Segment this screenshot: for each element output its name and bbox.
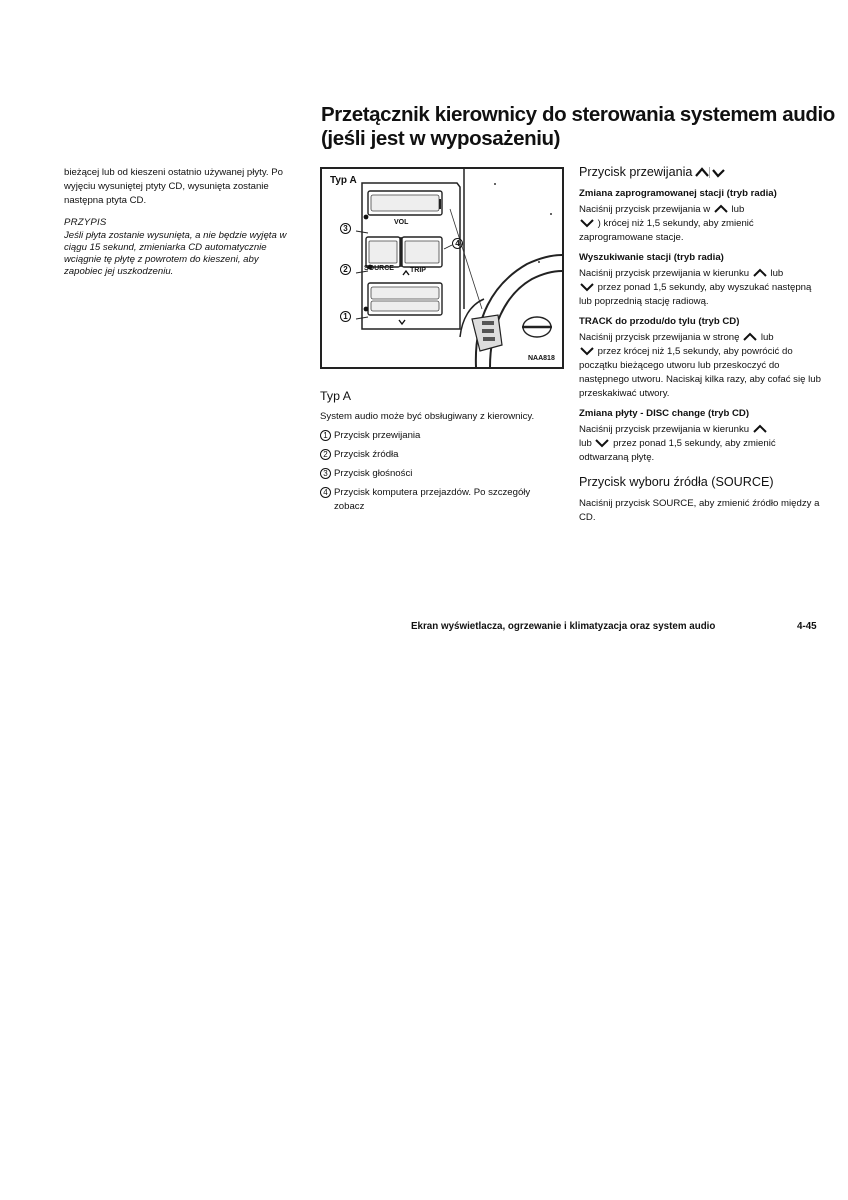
down-arrow-icon — [579, 345, 595, 356]
item-text: Przycisk przewijania — [334, 430, 421, 441]
scroll-button-heading — [579, 163, 824, 181]
section-track-title: TRACK do przodu/do tylu (tryb CD) — [579, 316, 740, 327]
page-title — [321, 103, 835, 151]
section-source-text: Naciśnij przycisk SOURCE, aby zmienić źródło między a CD. — [579, 498, 820, 523]
item-text: Przycisk źródła — [334, 449, 399, 460]
figure-callout-3: 3 — [340, 222, 351, 234]
down-arrow-icon — [579, 217, 595, 228]
item-number: 1 — [320, 430, 331, 441]
section-disc-title: Zmiana płyty - DISC change (tryb CD) — [579, 408, 750, 419]
figure-callout-2: 2 — [340, 263, 351, 275]
title-line-1: Przetącznik kierownicy do sterowania systemem audio — [321, 103, 835, 126]
figure-source-label: SOURCE — [364, 265, 394, 272]
up-arrow-icon — [752, 423, 768, 434]
figure-label: Typ A — [330, 175, 357, 186]
list-item — [320, 429, 560, 443]
item-text: Przycisk komputera przejazdów. Po szczegóły zobacz — [334, 487, 531, 512]
section-disc-text: Naciśnij przycisk przewijania w kierunku lub przez ponad 1,5 sekundy, aby zmienić odtwarzaną płytę. — [579, 424, 776, 463]
list-item — [320, 486, 560, 514]
figure-vol-label: VOL — [394, 219, 409, 226]
page-number: 4-45 — [797, 621, 817, 632]
down-arrow-icon — [594, 437, 610, 448]
section-seek-text: Naciśnij przycisk przewijania w kierunku lub przez ponad 1,5 sekundy, aby wyszukać następną lub poprzednią stację radiową. — [579, 268, 812, 307]
down-arrow-icon — [579, 281, 595, 292]
figure-trip-label: TRIP — [410, 267, 426, 274]
note-label: PRZYPIS — [64, 217, 107, 228]
list-item — [320, 448, 560, 462]
steering-switch-drawing — [322, 169, 562, 367]
item-number: 4 — [320, 487, 331, 498]
up-down-arrows-icon — [694, 165, 726, 179]
figure-code: NAA818 — [528, 355, 555, 362]
up-arrow-icon — [752, 267, 768, 278]
section-preset-title: Zmiana zaprogramowanej stacji (tryb radia) — [579, 188, 777, 199]
section-seek-title: Wyszukiwanie stacji (tryb radia) — [579, 252, 724, 263]
type-a-heading: Typ A — [320, 389, 351, 403]
right-column — [579, 163, 824, 525]
left-column — [64, 166, 296, 278]
list-item — [320, 467, 560, 481]
steering-switch-figure — [320, 167, 564, 369]
middle-column — [320, 388, 560, 514]
item-number: 2 — [320, 449, 331, 460]
note-text: Jeśli płyta zostanie wysunięta, a nie będzie wyjęta w ciągu 15 sekund, zmieniarka CD automatycznie wciągnie tę płytę z powrotem do kieszeni, aby zapobiec jej uszkodzeniu. — [64, 230, 287, 277]
figure-callout-4: 4 — [452, 237, 463, 249]
type-a-intro: System audio może być obsługiwany z kierownicy. — [320, 411, 535, 422]
scroll-heading-text: Przycisk przewijania — [579, 165, 693, 179]
section-preset-text: Naciśnij przycisk przewijania w lub ) krócej niż 1,5 sekundy, aby zmienić zaprogramowane stacje. — [579, 204, 754, 243]
title-line-2: (jeśli jest w wyposażeniu) — [321, 127, 561, 150]
section-track-text: Naciśnij przycisk przewijania w stronę lub przez krócej niż 1,5 sekundy, aby powrócić do początku bieżącego utworu lub przeskoczyć do następnego utworu. Naciskaj kilka razy, aby cofać się lub przeskakiwać utwory. — [579, 332, 821, 399]
item-number: 3 — [320, 468, 331, 479]
figure-callout-1: 1 — [340, 310, 351, 322]
item-text: Przycisk głośności — [334, 468, 413, 479]
footer-title: Ekran wyświetlacza, ogrzewanie i klimatyzacja oraz system audio — [411, 621, 716, 632]
left-paragraph: bieżącej lub od kieszeni ostatnio używanej płyty. Po wyjęciu wysuniętej ptyty CD, wysunięta zostanie następna ptyta CD. — [64, 167, 284, 206]
up-arrow-icon — [742, 331, 758, 342]
source-button-heading: Przycisk wyboru źródła (SOURCE) — [579, 475, 774, 489]
up-arrow-icon — [713, 203, 729, 214]
